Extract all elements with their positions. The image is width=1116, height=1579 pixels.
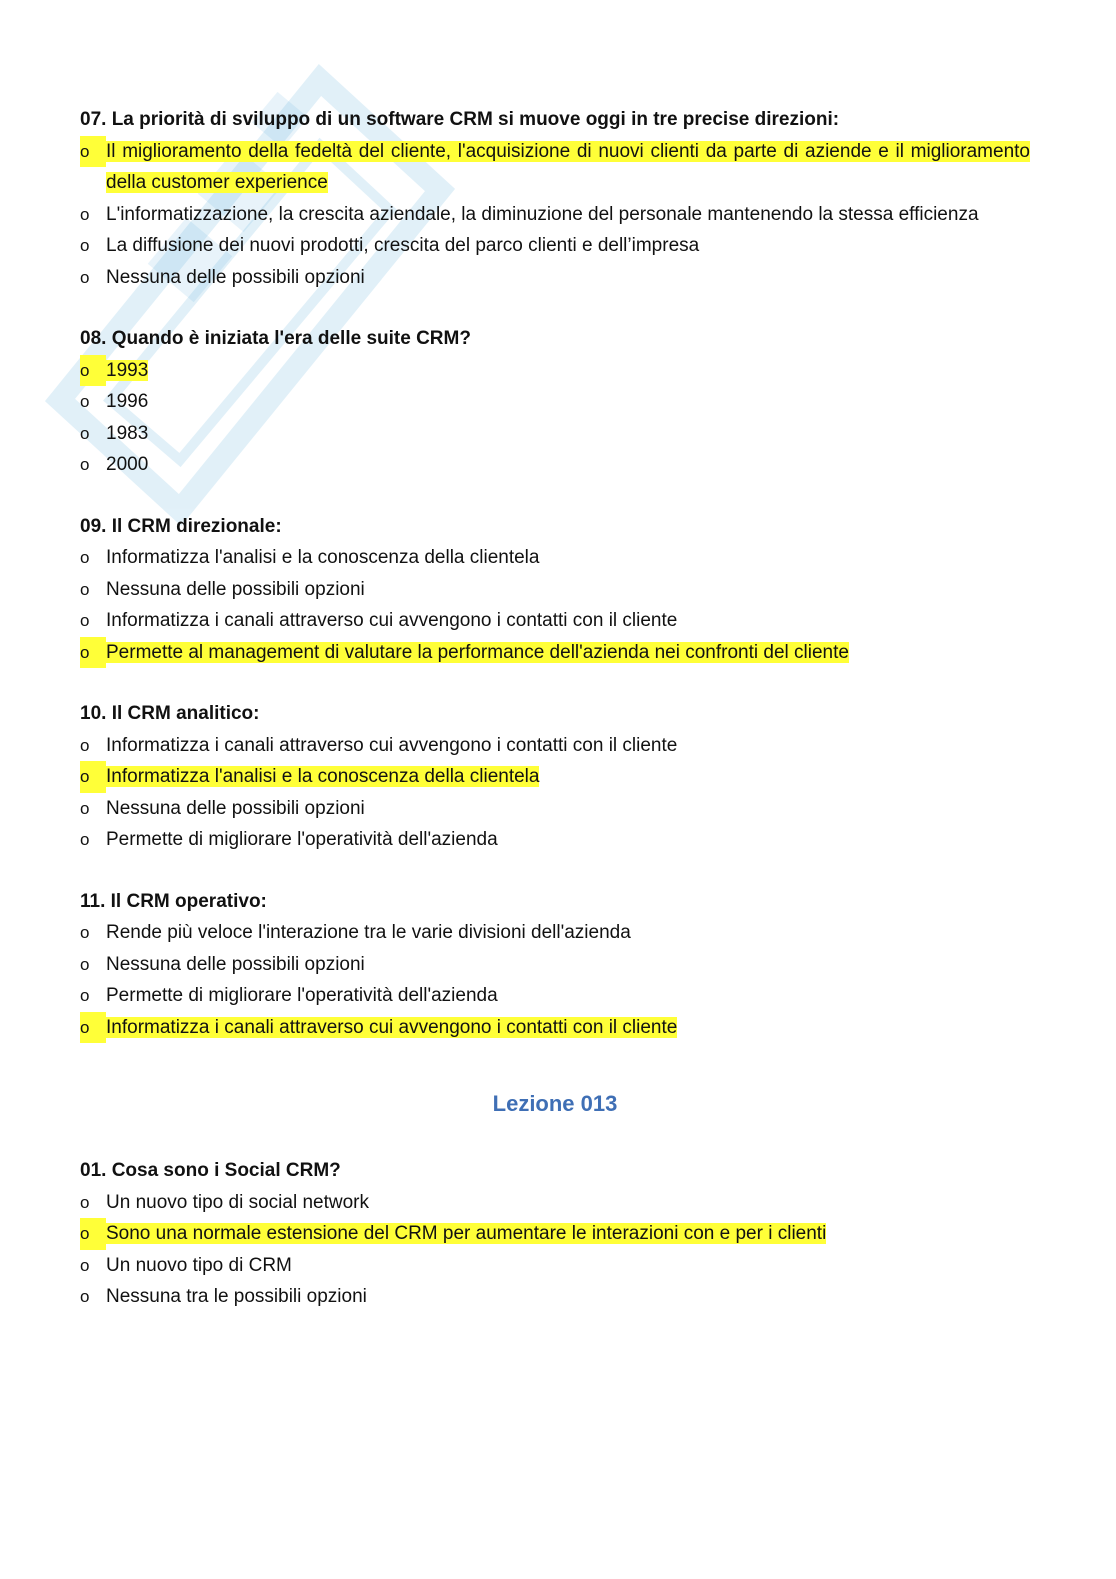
answer-option	[80, 637, 1030, 669]
answer-text: 1983	[106, 422, 149, 444]
answer-text-correct: Il miglioramento della fedeltà del cliente, l'acquisizione di nuovi clienti da parte di aziende e il miglioramento della customer experience	[106, 140, 1030, 193]
bullet-icon: o	[80, 423, 90, 443]
bullet-icon: o	[80, 579, 90, 599]
bullet-icon: o	[80, 923, 90, 942]
bullet-icon: o	[80, 1012, 106, 1044]
question-08	[80, 323, 1030, 481]
lesson-heading: Lezione 013	[492, 1091, 618, 1116]
question-title: 01. Cosa sono i Social CRM?	[80, 1160, 341, 1181]
answer-text-correct: Informatizza l'analisi e la conoscenza della clientela	[106, 766, 540, 787]
question-title: 09. Il CRM direzionale:	[80, 515, 282, 537]
question-title: 11. Il CRM operativo:	[80, 890, 267, 912]
bullet-icon: o	[80, 1255, 90, 1275]
bullet-icon: o	[80, 637, 106, 669]
answer-option	[80, 730, 1030, 762]
bullet-icon: o	[80, 355, 106, 387]
bullet-icon: o	[80, 236, 90, 255]
question-title: 07. La priorità di sviluppo di un software CRM si muove oggi in tre precise direzioni:	[80, 109, 840, 130]
bullet-icon: o	[80, 830, 90, 849]
answer-option	[80, 1250, 1030, 1282]
bullet-icon: o	[80, 798, 90, 818]
answer-text: Permette di migliorare l'operatività dell'azienda	[106, 829, 498, 850]
answer-text: Nessuna delle possibili opzioni	[106, 797, 365, 819]
document-page	[80, 104, 1030, 1343]
answer-text: L'informatizzazione, la crescita aziendale, la diminuzione del personale mantenendo la stessa efficienza	[106, 203, 979, 225]
answer-option	[80, 386, 1030, 418]
bullet-icon: o	[80, 455, 90, 474]
answer-text-correct: Informatizza i canali attraverso cui avvengono i contatti con il cliente	[106, 1016, 678, 1038]
bullet-icon: o	[80, 392, 90, 411]
answer-option	[80, 1218, 1030, 1250]
bullet-icon: o	[80, 761, 106, 793]
answer-text: Informatizza i canali attraverso cui avvengono i contatti con il cliente	[106, 610, 678, 631]
answer-option	[80, 917, 1030, 949]
answer-option	[80, 449, 1030, 481]
answer-option	[80, 761, 1030, 793]
answer-text-correct: 1993	[106, 359, 149, 381]
question-11	[80, 886, 1030, 1044]
bullet-icon: o	[80, 611, 90, 630]
answer-text: Informatizza l'analisi e la conoscenza della clientela	[106, 547, 540, 568]
answer-option	[80, 793, 1030, 825]
answer-text: Nessuna delle possibili opzioni	[106, 953, 365, 975]
answer-option	[80, 605, 1030, 637]
answer-option	[80, 418, 1030, 450]
answer-text: 1996	[106, 391, 149, 412]
answer-option	[80, 1012, 1030, 1044]
bullet-icon: o	[80, 954, 90, 974]
answer-text: Un nuovo tipo di social network	[106, 1191, 369, 1213]
bullet-icon: o	[80, 204, 90, 224]
answer-option	[80, 262, 1030, 294]
bullet-icon: o	[80, 1218, 106, 1250]
answer-option	[80, 199, 1030, 231]
answer-option	[80, 230, 1030, 262]
answer-option	[80, 355, 1030, 387]
answer-option	[80, 949, 1030, 981]
bullet-icon: o	[80, 1287, 90, 1306]
answer-text: La diffusione dei nuovi prodotti, crescita del parco clienti e dell’impresa	[106, 235, 700, 256]
answer-text: Nessuna tra le possibili opzioni	[106, 1286, 367, 1307]
answer-option	[80, 542, 1030, 574]
question-01	[80, 1155, 1030, 1313]
answer-text: 2000	[106, 454, 149, 475]
answer-text: Un nuovo tipo di CRM	[106, 1254, 292, 1276]
question-10	[80, 698, 1030, 856]
answer-text: Informatizza i canali attraverso cui avvengono i contatti con il cliente	[106, 734, 678, 756]
bullet-icon: o	[80, 986, 90, 1005]
questions-section-a	[80, 104, 1030, 1043]
questions-section-b	[80, 1155, 1030, 1313]
answer-text: Nessuna delle possibili opzioni	[106, 266, 365, 288]
bullet-icon: o	[80, 267, 90, 287]
question-title: 10. Il CRM analitico:	[80, 703, 260, 724]
answer-option	[80, 824, 1030, 856]
bullet-icon: o	[80, 1192, 90, 1212]
answer-text: Rende più veloce l'interazione tra le varie divisioni dell'azienda	[106, 922, 631, 943]
answer-option	[80, 574, 1030, 606]
bullet-icon: o	[80, 136, 106, 168]
answer-option	[80, 1187, 1030, 1219]
answer-option	[80, 136, 1030, 199]
answer-text: Nessuna delle possibili opzioni	[106, 578, 365, 600]
question-09	[80, 511, 1030, 669]
answer-text: Permette di migliorare l'operatività dell'azienda	[106, 985, 498, 1006]
answer-text-correct: Sono una normale estensione del CRM per aumentare le interazioni con e per i clienti	[106, 1223, 827, 1244]
answer-option	[80, 1281, 1030, 1313]
answer-option	[80, 980, 1030, 1012]
question-07	[80, 104, 1030, 293]
bullet-icon: o	[80, 548, 90, 567]
question-title: 08. Quando è iniziata l'era delle suite CRM?	[80, 328, 471, 349]
answer-text-correct: Permette al management di valutare la performance dell'azienda nei confronti del cliente	[106, 641, 849, 663]
bullet-icon: o	[80, 735, 90, 755]
